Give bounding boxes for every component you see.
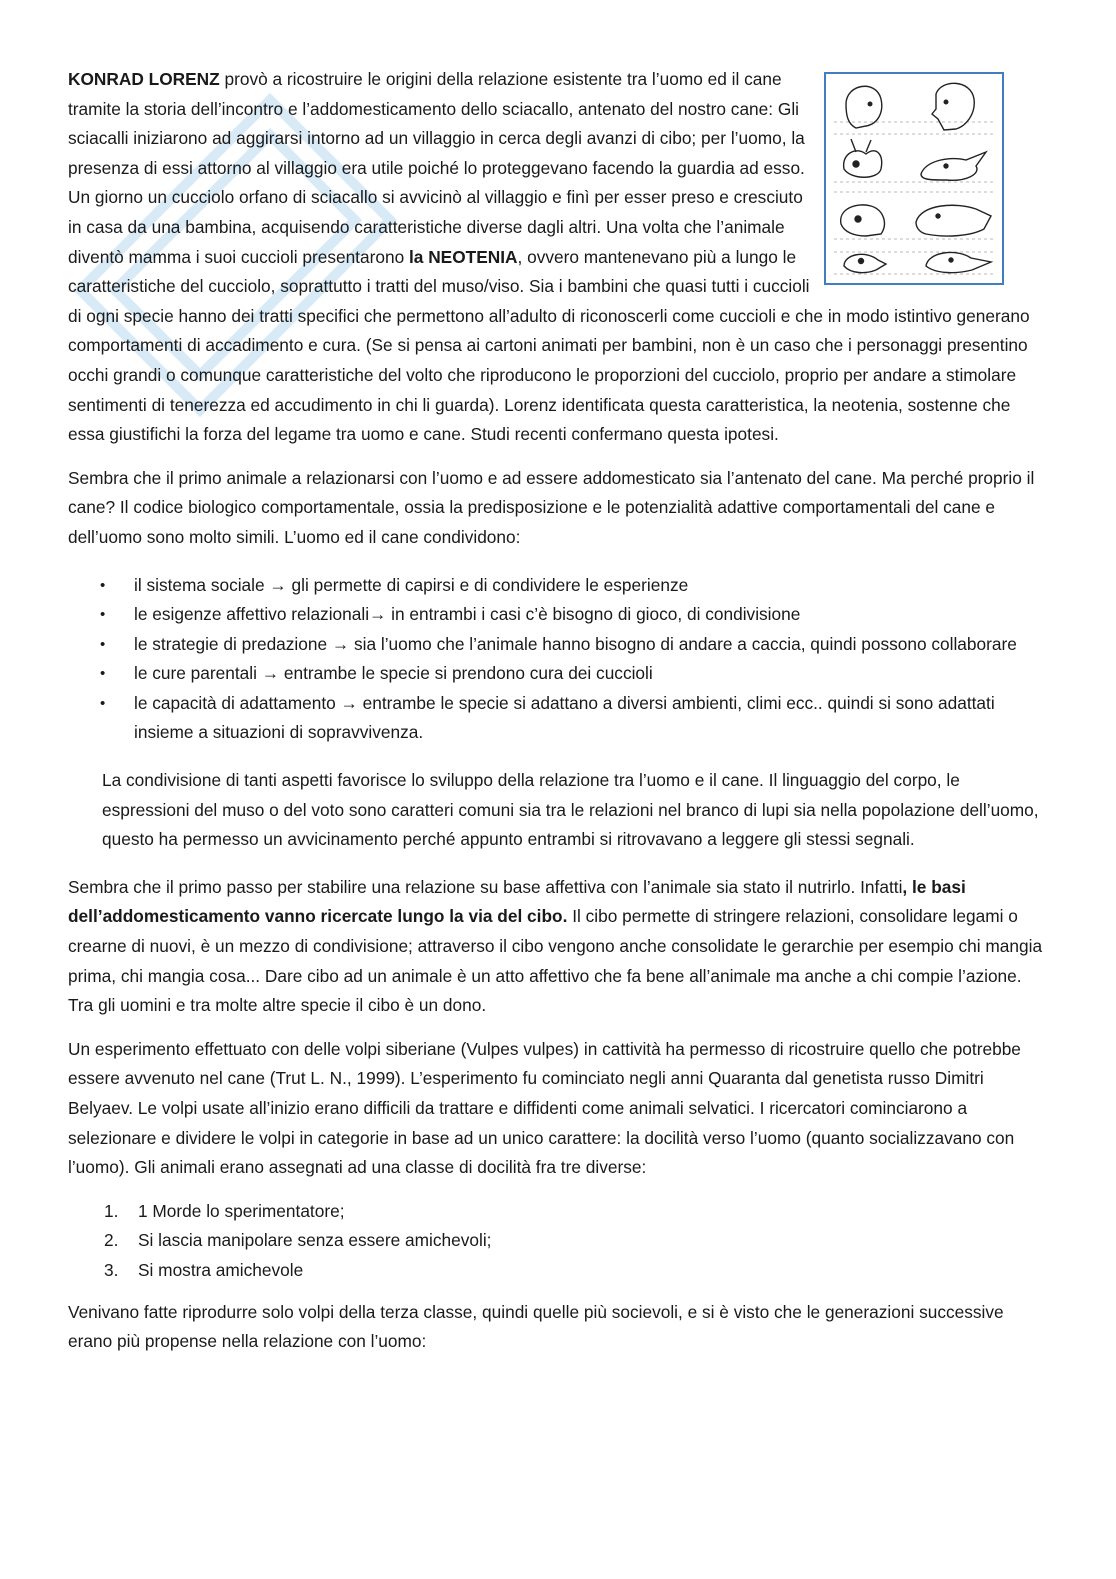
list-item: • il sistema sociale → gli permette di capirsi e di condividere le esperienze [68, 571, 1048, 601]
paragraph-generations: Venivano fatte riprodurre solo volpi della terza classe, quindi quelle più socievoli, e si è visto che le generazioni successive erano più propense nella relazione con l’uomo: [68, 1301, 1004, 1352]
lorenz-text-2: , ovvero mantenevano più a lungo le caratteristiche del cucciolo, soprattutto i tratti del muso/viso. Sia i bambini che quasi tutti i cuccioli di ogni specie hanno dei tratti specifici che permettono all’adulto di riconoscerli come cuccioli e che in modo istintivo generano comportamenti di accadimento e cura. (Se si pensa ai cartoni animati per bambini, non è un caso che i personaggi presentino occhi grandi o comunque caratteristiche del volto che riproducono le proporzioni del cucciolo, proprio per andare a stimolare sentimenti di tenerezza ed accudimento in chi li guarda). Lorenz identificata questa caratteristica, la neotenia, sostenne che essa giustifichi la forza del legame tra uomo e cane. Studi recenti confermano questa ipotesi. [68, 246, 1030, 445]
list-item: 3. Si mostra amichevole [104, 1259, 304, 1280]
document-page [68, 65, 1048, 1371]
list-item: 2. Si lascia manipolare senza essere amichevoli; [104, 1230, 492, 1251]
shared-traits-list [68, 571, 1048, 749]
neoteny-term: la NEOTENIA [408, 246, 518, 267]
list-item: • le strategie di predazione → sia l’uomo che l’animale hanno bisogno di andare a caccia, quindi possono collaborare [68, 630, 1048, 660]
list-item: • le esigenze affettivo relazionali→ in entrambi i casi c’è bisogno di gioco, di condivisione [68, 600, 1048, 630]
paragraph-body-language: La condivisione di tanti aspetti favorisce lo sviluppo della relazione tra l’uomo e il cane. Il linguaggio del corpo, le espressioni del muso o del voto sono caratteri comuni sia tra le relazioni nel branco di lupi sia nella popolazione dell’uomo, questo ha permesso un avvicinamento perché appunto entrambi si ritrovavano a leggere gli stessi segnali. [102, 770, 1039, 850]
bullet-marker: • [100, 635, 106, 653]
paragraph-why-dog: Sembra che il primo animale a relazionarsi con l’uomo e ad essere addomesticato sia l’antenato del cane. Ma perché proprio il cane? Il codice biologico comportamentale, ossia la predisposizione e le potenzialità adattive comportamentali del cane e dell’uomo sono molto simili. L’uomo ed il cane condividono: [68, 467, 1035, 547]
paragraph-food: Sembra che il primo passo per stabilire una relazione su base affettiva con l’animale sia stato il nutrirlo. Infatti, le basi dell’addomesticamento vanno ricercate lungo la via del cibo. Il cibo permette di stringere relazioni, consolidare legami o crearne di nuovi, è un mezzo di condivisione; attraverso il cibo vengono anche consolidate le gerarchie per esempio chi mangia prima, chi mangia cosa... Dare cibo ad un animale è un atto affettivo che fa bene all’animale ma anche a chi compie l’azione. Tra gli uomini e tra molte altre specie il cibo è un dono. [68, 876, 1043, 1016]
bullet-marker: • [100, 665, 106, 683]
paragraph-fox-experiment: Un esperimento effettuato con delle volpi siberiane (Vulpes vulpes) in cattività ha permesso di ricostruire quello che potrebbe essere avvenuto nel cane (Trut L. N., 1999). L’esperimento fu cominciato negli anni Quaranta dal genetista russo Dimitri Belyaev. Le volpi usate all’inizio erano difficili da trattare e diffidenti come animali selvatici. I ricercatori cominciarono a selezionare e dividere le volpi in categorie in base ad un unico carattere: la docilità verso l’uomo (quanto socializzavano con l’uomo). Gli animali erano assegnati ad una classe di docilità fra tre diverse: [68, 1038, 1021, 1178]
author-name: KONRAD LORENZ [68, 69, 220, 89]
list-item: 1. 1 Morde lo sperimentatore; [104, 1200, 345, 1221]
food-bold-statement: , le basi dell’addomesticamento vanno ricercate lungo la via del cibo. [68, 876, 966, 927]
neoteny-figure [824, 72, 1004, 285]
bullet-marker: • [100, 694, 106, 712]
list-item: • le cure parentali → entrambe le specie si prendono cura dei cuccioli [68, 659, 1048, 689]
neoteny-heads-drawing [826, 74, 1002, 283]
docility-classes-list [68, 1197, 1048, 1286]
lorenz-text-1: provò a ricostruire le origini della relazione esistente tra l’uomo ed il cane tramite la storia dell’incontro e l’addomesticamento dello sciacallo, antenato del nostro cane: Gli sciacalli iniziarono ad aggirarsi intorno ad un villaggio in cerca degli avanzi di cibo; per l’uomo, la presenza di essi attorno al villaggio era utile poiché lo proteggevano facendo la guardia ad esso. Un giorno un cucciolo orfano di sciacallo si avvicinò al villaggio e finì per esser preso e cresciuto in casa da una bambina, acquisendo caratteristiche diverse dagli altri. Una volta che l’animale diventò mamma i suoi cuccioli presentarono [68, 69, 805, 267]
list-item: • le capacità di adattamento → entrambe le specie si adattano a diversi ambienti, climi ecc.. quindi si sono adattati insieme a situazioni di sopravvivenza. [68, 689, 1048, 748]
paragraph-lorenz [68, 65, 1048, 450]
bullet-marker: • [100, 606, 106, 624]
bullet-marker: • [100, 576, 106, 594]
